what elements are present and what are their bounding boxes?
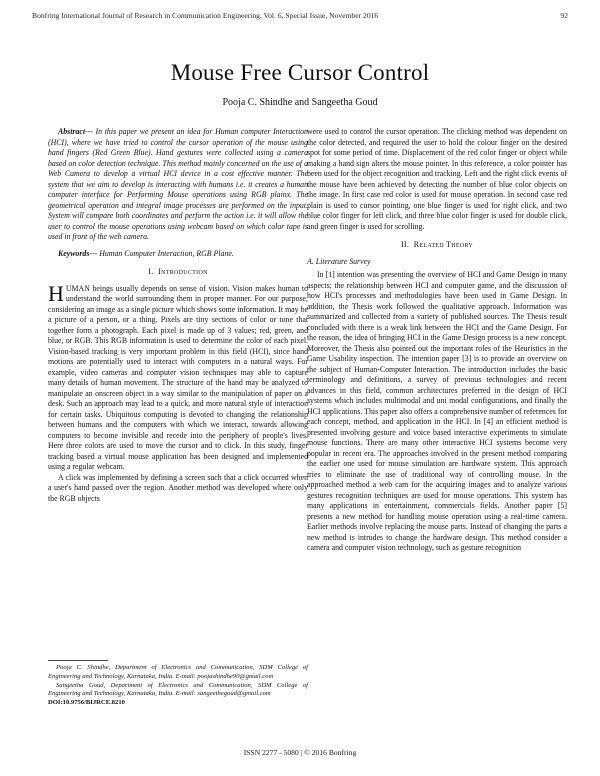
footnote-author-1: Pooja C. Shindhe, Department of Electronics and Communication, SDM College of Engineering and Technology, Karnataka, India. E-mail: poojashindhe90@gmail.com [48, 664, 308, 680]
section-title: Introduction [158, 267, 208, 276]
literature-survey-paragraph: In [1] intention was presenting the overview of HCI and Game Design in many aspects; the relationship between HCI and computer game, and the discussion of how HCI's processes and methodologies have been used in Game Design. In addition, the Thesis work followed the qualitative approach. Information was summarized and collected from a variety of published sources. The Thesis result concluded with there is a weak link between the HCI and the Game Design. For the reason, the idea of bringing HCI in the Game Design process is a new concept. Moreover, the Thesis also pointed out the important roles of the Heuristics in the Game Usability inspection. The intention paper [3] is to provide an overview on the subject of Human-Computer Interaction. The introduction includes the basic terminology and definitions, a survey of previous technologies and recent advances in this field, common architectures preferred in the design of HCI systems which includes multimodal and uni modal configurations, and finally the HCI applications. This paper also offers a comprehensive number of references for each concept, method, and application in the HCI. In [4] an efficient method is presented involving gesture and voice based interactive experiments to simulate mouse functions. There are many other interactive HCI systems become very popular in recent era. The approaches involved in the present method comparing the earlier one used for mouse simulation are hardware system. This approach tries to eliminate the use of traditional way of controlling mouse. In the approached method a web cam for the acquiring images and to analyze various gestures recognition techniques are used for mouse operations. This system has many applications in entertainment, commercials fields. Another paper [5] presents a new method for handling mouse operation using a real-time camera. Earlier methods involve replacing the mouse parts. Instead of changing the parts a new method is intrudes to change the hardware design. This method consider a camera and computer vision technology, such as gesture recognition [307, 270, 567, 552]
doi: DOI:10.9756/BIJRCE.8210 [48, 699, 125, 707]
right-column [307, 127, 567, 554]
section-heading-introduction [48, 267, 308, 278]
keywords-label: Keywords--- [58, 248, 98, 258]
running-header [32, 11, 568, 25]
page-footer: ISSN 2277 - 5080 | © 2016 Bonfring [243, 748, 357, 757]
left-column [48, 127, 308, 504]
section-numeral: I. [148, 267, 154, 276]
abstract-text: In this paper we present an idea for Human computer Interaction (HCI), where we have tried to control the cursor operation of the mouse using hand fingers (Red Green Blue). Hand gestures were collected using a camera based on color detection technique. This method mainly concerned on the use of a Web Camera to develop a virtual HCI device in a cost effective manner. The system that we aim to develop is interacting with humans i.e. it creates a human computer interface for Performing Mouse operations using RGB plainx. The geometrical operation and integral image processes are performed on the input. System will compare both coordinates and perform the action i.e. it will allow the user to control the mouse operations using webcam based on which color tape is used in front of the web camera. [48, 127, 308, 241]
subsection-heading: A. Literature Survey [307, 256, 371, 266]
intro-paragraph-2: A click was implemented by defining a screen such that a click occurred when a user's hand passed over the region. Another method was developed where only the RGB objects [48, 472, 308, 503]
footnote-author-2: Sangeetha Goud, Department of Electronics and Communication, SDM College of Engineering and Technology, Karnataka, India. E-mail: sangeethegoud@gmail.com [48, 681, 308, 698]
intro-paragraph-continued: were used to control the cursor operation. The clicking method was dependent on the color detected, and required the user to hold the colour finger on the desired spot for some period of time. Displacement of the red color finger or object while making a hand sign alters the mouse pointer. In this reference, a color pointer has been used for the object recognition and tracking. Left and the right click events of the mouse have been achieved by detecting the number of blue color objects on the image. In first case red color is used for mouse operation. In second case red plain is used to cursor pointing, one blue finger is used for right click, and two blue color finger for left click, and three blue color finger is used for double click, and green finger is used for scrolling. [307, 127, 567, 231]
footnote-rule [48, 660, 108, 661]
section-heading-related-theory [307, 240, 567, 251]
intro-paragraph-1-text: UMAN beings usually depends on sense of vision. Vision makes human to understand the world surrounding them in proper manner. For our purpose, considering an image as a single picture which shows some information. It may be a picture of a person, or a thing. Pixels are tiny sections of color or tone that together form a photograph. Each pixel is made up of 3 values; red, green, and blue, or RGB. This RGB information is used to determine the color of each pixel. Vision-based tracking is very important problem in this field (HCI), since hand motions are potentially used to interact with computers in a natural ways. For example, video cameras and computer vision techniques may able to capture many details of human movement. The structure of the hand may be analyzed to manipulate an onscreen object in a way similar to the manipulation of paper on a desk. Such an approach may lead to a quick, and more natural style of interaction for certain tasks. Ubiquitous computing is devoted to changing the relationship between humans and the computers with which we interact, towards allowing computers to become invisible and recede into the periphery of people's lives. Here three colors are used to move the cursor and to click. In this study, finger tracking based a virtual mouse application has been designed and implemented using a regular webcam. [48, 283, 308, 471]
journal-name: Bonfring International Journal of Research in Communication Engineering, Vol. 6, Special Issue, November 2016 [32, 11, 379, 20]
intro-paragraph-1 [48, 280, 308, 473]
section-title: Related Theory [413, 240, 474, 249]
author-footnotes [48, 660, 308, 708]
keywords [48, 249, 308, 260]
keywords-text: Human Computer Interaction, RGB Plane. [99, 248, 234, 258]
paper-authors: Pooja C. Shindhe and Sangeetha Goud [222, 97, 378, 108]
paper-title: Mouse Free Cursor Control [170, 60, 430, 85]
abstract-label: Abstract--- [58, 127, 93, 136]
page-number: 92 [560, 11, 568, 20]
abstract [48, 127, 308, 243]
section-numeral: II. [400, 240, 410, 249]
drop-cap: H [48, 280, 64, 306]
